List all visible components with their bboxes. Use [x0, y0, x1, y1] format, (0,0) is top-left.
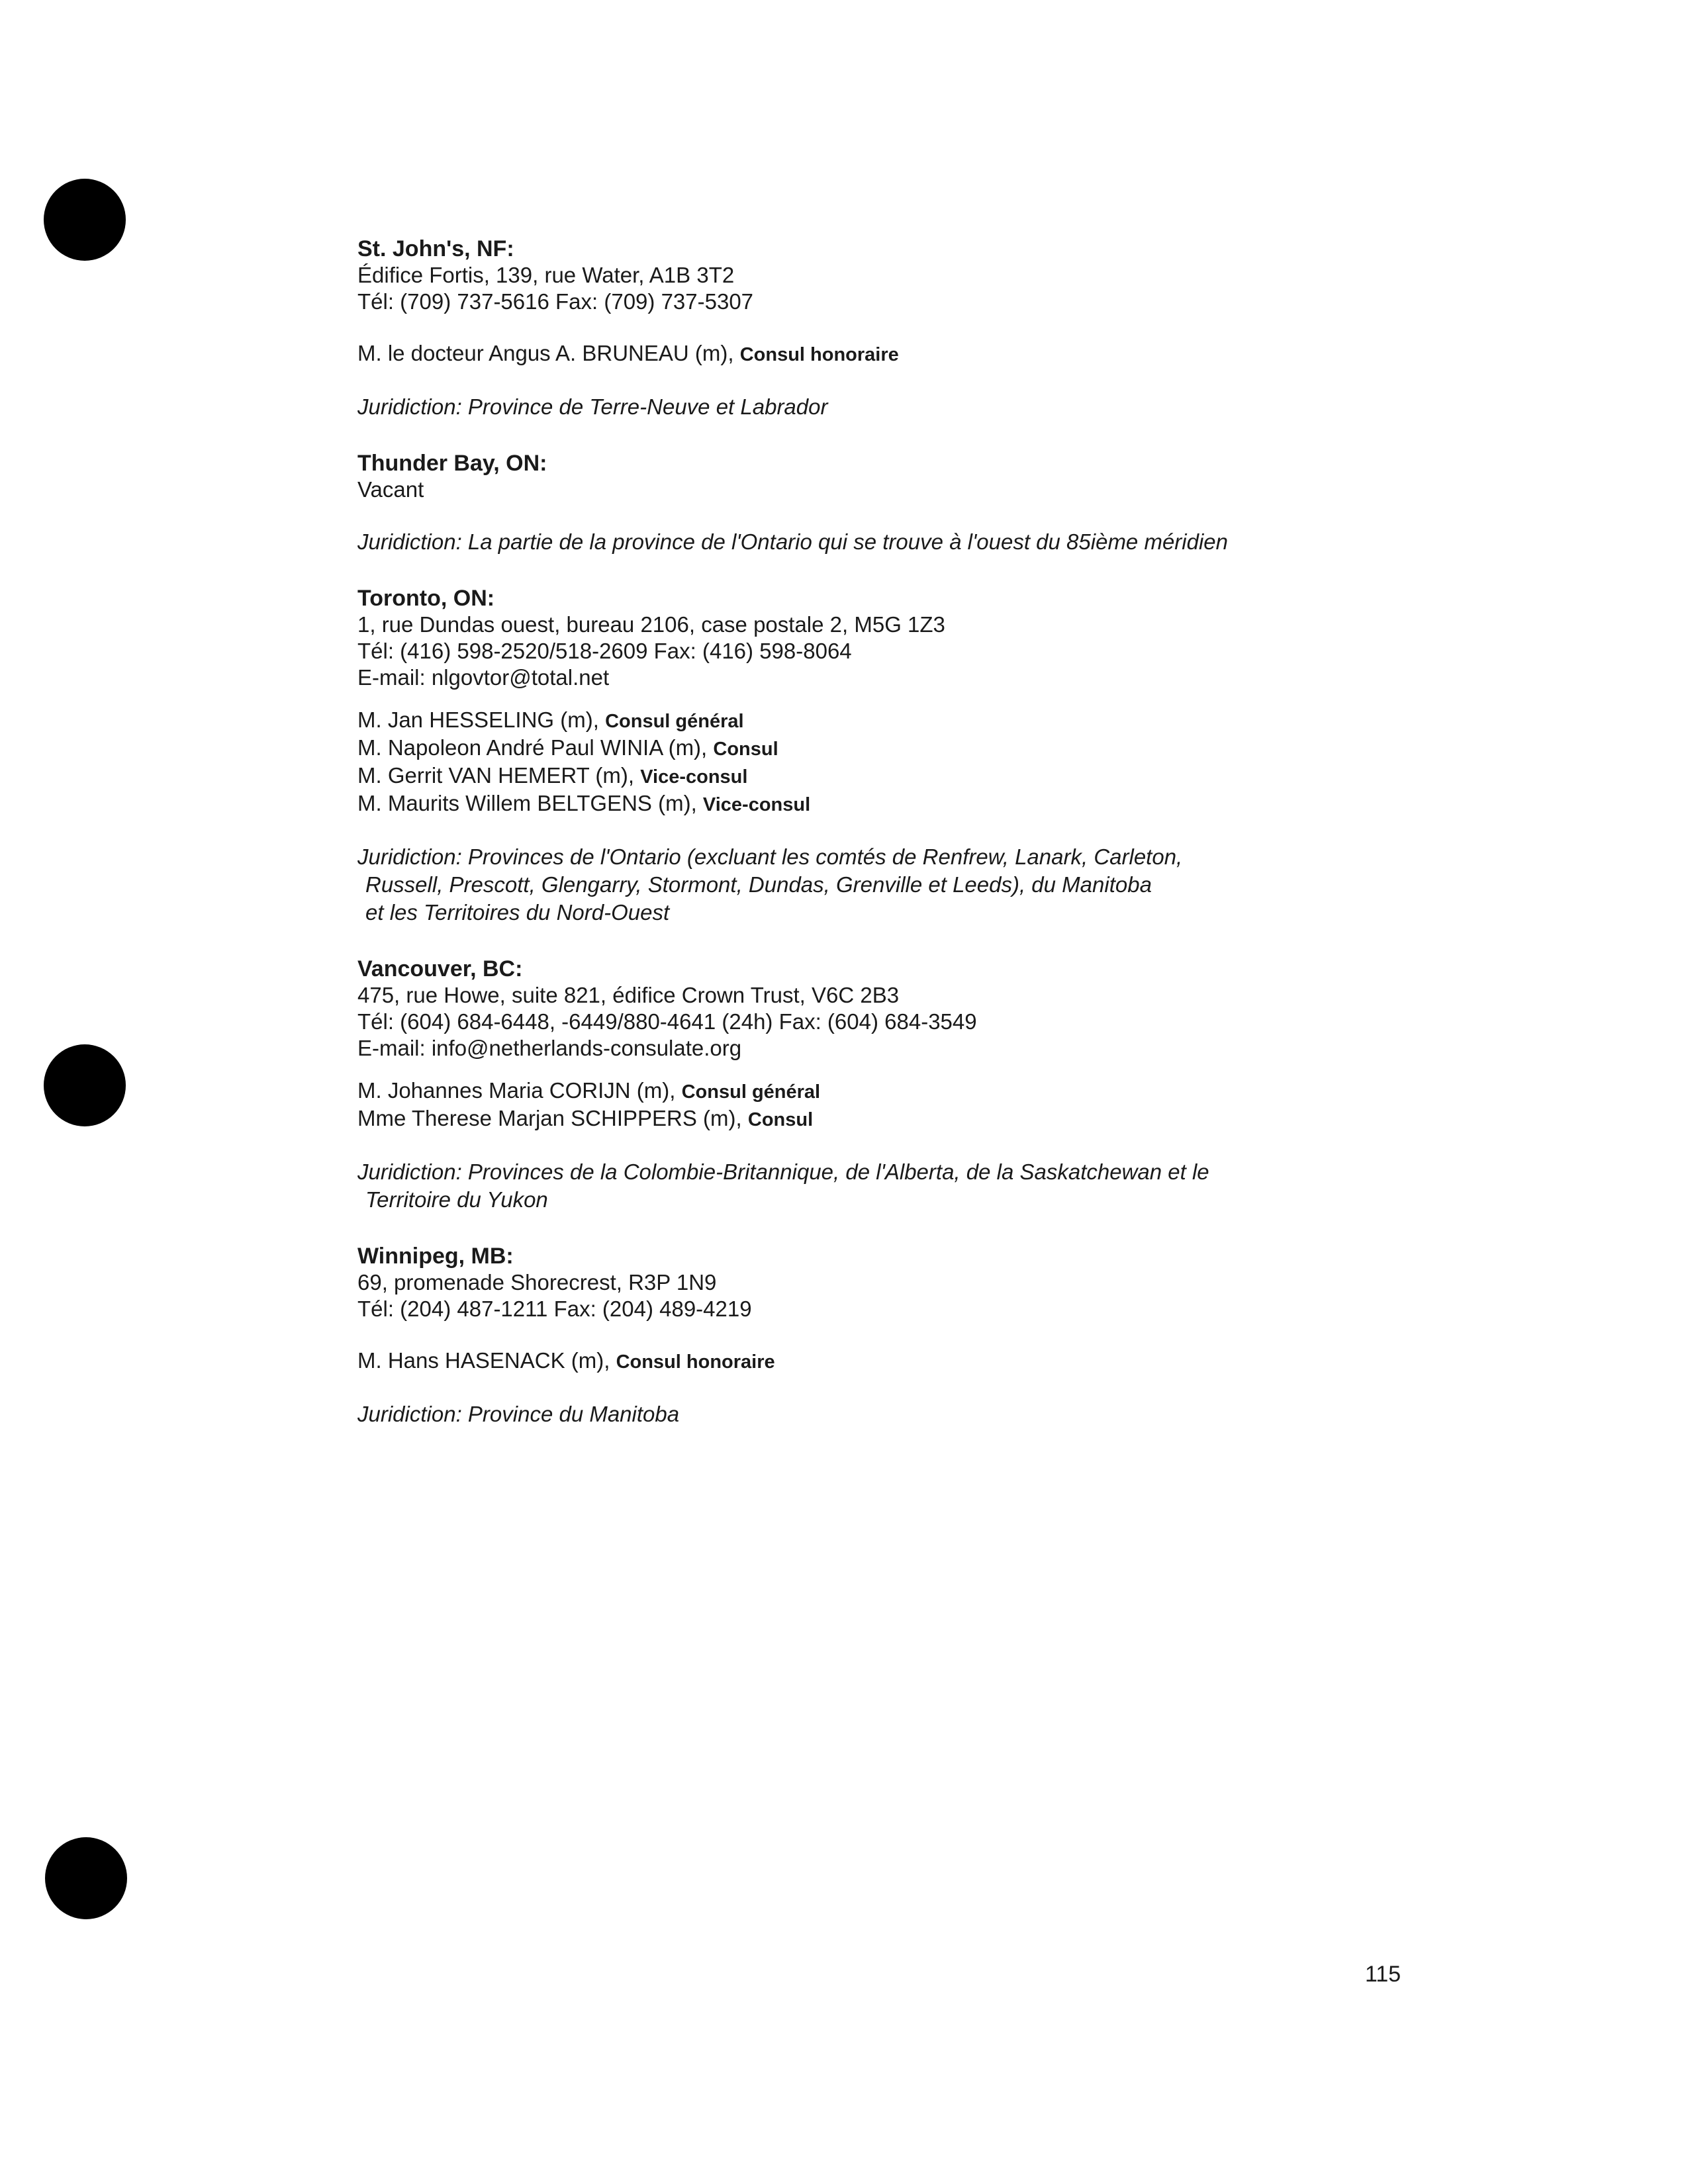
- phone-fax: Tél: (416) 598-2520/518-2609 Fax: (416) 598-8064: [357, 639, 852, 663]
- page-number: 115: [1365, 1962, 1401, 1987]
- binder-hole-middle: [44, 1044, 126, 1126]
- person-title: Consul: [747, 1109, 814, 1130]
- jurisdiction-line: Juridiction: Province du Manitoba: [357, 1402, 680, 1426]
- entry-thunder-bay: [357, 450, 1364, 556]
- person-row: [357, 1077, 1364, 1105]
- jurisdiction-line: Juridiction: Provinces de l'Ontario (excluant les comtés de Renfrew, Lanark, Carleton,: [357, 844, 1183, 869]
- person-name: M. Gerrit VAN HEMERT (m),: [357, 763, 635, 788]
- city-heading: Vancouver, BC:: [357, 956, 523, 981]
- person-title: Vice-consul: [702, 794, 811, 815]
- person-title: Consul général: [605, 711, 744, 732]
- address: Édifice Fortis, 139, rue Water, A1B 3T2: [357, 263, 735, 287]
- jurisdiction-line: Juridiction: Provinces de la Colombie-Britannique, de l'Alberta, de la Saskatchewan et le: [357, 1160, 1209, 1184]
- person-row: [357, 790, 1364, 818]
- phone-fax: Tél: (204) 487-1211 Fax: (204) 489-4219: [357, 1297, 752, 1321]
- consulate-directory: [357, 236, 1364, 1457]
- entry-st-johns: [357, 236, 1364, 421]
- person-name: M. Hans HASENACK (m),: [357, 1348, 610, 1373]
- person-row: [357, 340, 1364, 368]
- person-name: M. Jan HESSELING (m),: [357, 707, 599, 732]
- jurisdiction: [357, 1400, 1364, 1428]
- person-row: [357, 707, 1364, 735]
- entry-vancouver: [357, 956, 1364, 1214]
- jurisdiction-line: Juridiction: La partie de la province de l'Ontario qui se trouve à l'ouest du 85ième méridien: [357, 529, 1229, 554]
- email: E-mail: nlgovtor@total.net: [357, 665, 610, 690]
- person-title: Consul général: [681, 1081, 821, 1103]
- binder-hole-top: [44, 179, 126, 261]
- person-name: M. Napoleon André Paul WINIA (m),: [357, 735, 708, 760]
- person-name: Mme Therese Marjan SCHIPPERS (m),: [357, 1106, 742, 1130]
- address: 475, rue Howe, suite 821, édifice Crown Trust, V6C 2B3: [357, 983, 900, 1007]
- city-heading: St. John's, NF:: [357, 236, 514, 261]
- person-name: M. le docteur Angus A. BRUNEAU (m),: [357, 341, 734, 365]
- address: 69, promenade Shorecrest, R3P 1N9: [357, 1270, 717, 1295]
- entry-winnipeg: [357, 1243, 1364, 1428]
- email: E-mail: info@netherlands-consulate.org: [357, 1036, 742, 1060]
- person-title: Consul honoraire: [739, 344, 899, 365]
- jurisdiction-line: Russell, Prescott, Glengarry, Stormont, Dundas, Grenville et Leeds), du Manitoba: [365, 872, 1152, 897]
- person-row: [357, 735, 1364, 762]
- city-heading: Winnipeg, MB:: [357, 1244, 514, 1269]
- address: 1, rue Dundas ouest, bureau 2106, case postale 2, M5G 1Z3: [357, 612, 945, 637]
- entry-toronto: [357, 585, 1364, 927]
- jurisdiction-line: et les Territoires du Nord-Ouest: [365, 900, 670, 925]
- phone-fax: Tél: (604) 684-6448, -6449/880-4641 (24h) Fax: (604) 684-3549: [357, 1009, 977, 1034]
- person-name: M. Johannes Maria CORIJN (m),: [357, 1078, 676, 1103]
- jurisdiction-line: Juridiction: Province de Terre-Neuve et Labrador: [357, 394, 828, 419]
- person-title: Consul: [713, 739, 778, 760]
- person-name: M. Maurits Willem BELTGENS (m),: [357, 791, 697, 815]
- jurisdiction: [357, 843, 1364, 927]
- address: Vacant: [357, 477, 424, 502]
- jurisdiction: [357, 393, 1364, 421]
- phone-fax: Tél: (709) 737-5616 Fax: (709) 737-5307: [357, 289, 754, 314]
- binder-hole-bottom: [45, 1837, 127, 1919]
- person-row: [357, 1347, 1364, 1375]
- city-heading: Toronto, ON:: [357, 586, 495, 611]
- jurisdiction-line: Territoire du Yukon: [365, 1187, 548, 1212]
- jurisdiction: [357, 1158, 1364, 1214]
- person-title: Vice-consul: [640, 766, 748, 788]
- person-row: [357, 1105, 1364, 1133]
- person-row: [357, 762, 1364, 790]
- person-title: Consul honoraire: [616, 1351, 775, 1373]
- jurisdiction: [357, 528, 1364, 556]
- city-heading: Thunder Bay, ON:: [357, 451, 547, 476]
